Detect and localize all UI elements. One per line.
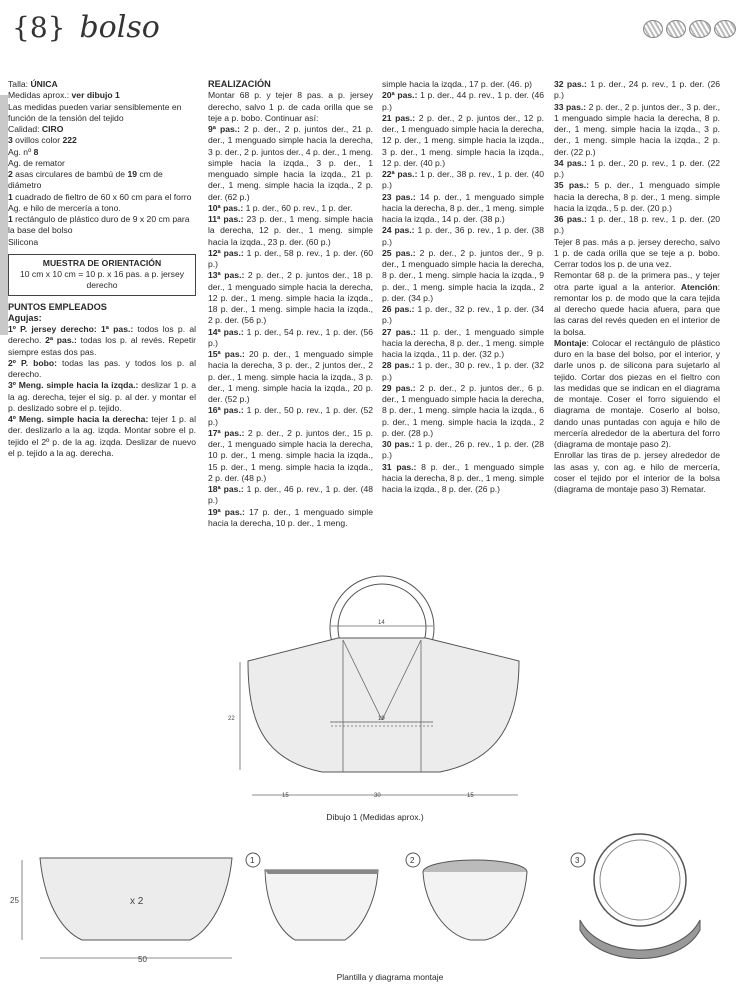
step-1-piece [265, 870, 378, 940]
pattern-number: {8} [12, 11, 66, 44]
dim-label-14: 14 [378, 620, 385, 626]
row-15: 15ª pas.: 20 p. der., 1 menguado simple hacia la derecha, 3 p. der., 2 juntos der., 2 p. der., 1 meng. simple hacia la izqda., 3 p. der., 1 meng. simple hacia la izqda., 20 p. der. (52 p.) [208, 349, 373, 404]
row-16: 16ª pas.: 1 p. der., 50 p. rev., 1 p. der. (52 p.) [208, 405, 374, 427]
dim-label-50: 50 [138, 955, 147, 964]
row-20: 20ª pas.: 1 p. der., 44 p. rev., 1 p. der. (46 p.) [382, 90, 544, 112]
puntos-title: PUNTOS EMPLEADOS [8, 301, 107, 312]
realizacion-title: REALIZACIÓN [208, 79, 271, 89]
montaje-text: Montaje: Colocar el rectángulo de plástico duro en la base del bolso, por el interior, y darle unos p. de silicona para sujetarlo al tejido. Cortar dos piezas en el fieltro con las medidas que se indican en el diagrama de montaje. Coser el forro siguiendo el diagrama de montaje. Coserlo al bolso, dando unas puntadas con aguja e hilo de mercería alrededor de la abertura del forro (diagrama de montaje paso 2). [554, 337, 720, 449]
plastico: 1 rectángulo de plástico duro de 9 x 20 cm para la base del bolso [8, 214, 190, 236]
step-1-label: 1 [250, 856, 255, 865]
dim-label-19: 19 [378, 716, 385, 722]
fieltro: 1 cuadrado de fieltro de 60 x 60 cm para el forro [8, 191, 192, 202]
calidad: Calidad: CIRO [8, 124, 64, 134]
row-28: 28 pas.: 1 p. der., 30 p. rev., 1 p. der. (32 p.) [382, 360, 544, 382]
dim-label-30: 30 [374, 793, 381, 799]
row-11: 11ª pas.: 23 p. der., 1 meng. simple hacia la derecha, 12 p. der., 1 meng. simple hacia la izqda., 23 p. der. (60 p.) [208, 214, 374, 247]
stitch-3: 3º Meng. simple hacia la izqda.: deslizar 1 p. a la ag. derecha, tejer el sig. p. al der. y montar el p. deslizado sobre el p. tejido. [8, 380, 197, 413]
dim-label-22: 22 [228, 716, 235, 722]
row-27: 27 pas.: 11 p. der., 1 menguado simple hacia la derecha, 8 p. der., 1 meng. simple hacia la izqda., 11 p. der. (32 p.) [382, 326, 544, 359]
aguja: Ag. nº 8 [8, 146, 39, 157]
row-17: 17ª pas.: 2 p. der., 2 p. juntos der., 15 p. der., 1 menguado simple hacia la derecha, 10 p. der., 1 meng. simple hacia la izqda., 15 p. der., 1 meng. simple hacia la izqda., 2 p. der. (48 p.) [208, 427, 374, 483]
row-30: 30 pas.: 1 p. der., 26 p. rev., 1 p. der. (28 p.) [382, 439, 544, 461]
row-22: 22ª pas.: 1 p. der., 38 p. rev., 1 p. der. (40 p.) [382, 169, 544, 191]
bag-body [248, 638, 519, 772]
diagram-caption: Dibujo 1 (Medidas aprox.) [326, 812, 424, 822]
row-24: 24 pas.: 1 p. der., 36 p. rev., 1 p. der. (38 p.) [382, 225, 544, 247]
dim-label-25: 25 [10, 896, 19, 905]
stitch-2: 2º P. bobo: todas las pas. y todos los p. al derecho. [8, 357, 196, 379]
dim-label-15a: 15 [282, 793, 289, 799]
remontar-text: Remontar 68 p. de la primera pas., y tejer otra parte igual a la anterior. Atención: remontar los p. de modo que la cara tejida al derecho quede hacia afuera, para que las caras del revés queden en el interior de la bolsa. [554, 270, 720, 337]
row-36: 36 pas.: 1 p. der., 18 p. rev., 1 p. der. (20 p.) [554, 214, 721, 236]
silicona: Silicona [8, 236, 39, 247]
row-21: 21 pas.: 2 p. der., 2 p. juntos der., 12 p. der., 1 menguado simple hacia la derecha, 12 p. der., 1 meng. simple hacia la izqda., 3 p. der., 1 meng. simple hacia la izqda., 12 p. der. (40 p.) [382, 112, 544, 168]
piece-count: x 2 [130, 896, 144, 907]
dim-label-15b: 15 [467, 793, 474, 799]
row-19: 19ª pas.: 17 p. der., 1 menguado simple hacia la derecha, 10 p. der., 1 meng. [208, 506, 373, 528]
aguja-remate: Ag. de remator [8, 157, 65, 168]
assembly-caption: Plantilla y diagrama montaje [336, 972, 444, 982]
row-35: 35 pas.: 5 p. der., 1 menguado simple hacia la derecha, 8 p. der., 1 meng. simple hacia la izqda., 5 p. der. (20 p.) [554, 180, 720, 213]
row-25: 25 pas.: 2 p. der., 2 p. juntos der., 9 p. der., 1 menguado simple hacia la derecha, 8 p. der., 1 meng. simple hacia la izqda., 9 p. der., 1 meng. simple hacia la izqda., 2 p. der. (34 p.) [382, 247, 544, 303]
asas: 2 asas circulares de bambú de 19 cm de diámetro [8, 169, 163, 191]
row-29: 29 pas.: 2 p. der., 2 p. juntos der., 6 p. der., 1 menguado simple hacia la derecha, 8 p. der., 1 meng. simple hacia la izqda., 6 p. der., 1 meng. simple hacia la izqda., 2 p. der. (28 p.) [382, 382, 544, 438]
step-1-seam [265, 870, 378, 874]
step-3-ring-inner [600, 840, 680, 920]
enrollar-text: Enrollar las tiras de p. jersey alrededor de las asas y, con ag. e hilo de mercería, coser el tejido por el interior de la bolsa (diagrama de montaje paso 3) Rematar. [554, 450, 720, 494]
row-9: 9ª pas.: 2 p. der., 2 p. juntos der., 21 p. der., 1 menguado simple hacia la derecha, 3 p. der., 2 p. juntos der., 4 p. der., 1 meng. simple hacia la izqda., 3 p. der., 1 menguado simple hacia la izqda., 21 p. der., 1 meng. simple hacia la izqda., 2 p. der. (62 p.) [208, 124, 374, 202]
talla: Talla: ÚNICA [8, 79, 58, 89]
intro: Montar 68 p. y tejer 8 pas. a p. jersey derecho, salvo 1 p. de cada orilla que se teje a p. bobo. Continuar así: [208, 90, 373, 123]
row-33: 33 pas.: 2 p. der., 2 p. juntos der., 3 p. der., 1 menguado simple hacia la derecha, 8 p. der., 1 meng. simple hacia la izqda., 3 p. der., 1 meng. simple hacia la izqda., 2 p. der. (22 p.) [554, 101, 721, 157]
step-2-bag [423, 872, 527, 940]
row-31: 31 pas.: 8 p. der., 1 menguado simple hacia la derecha, 8 p. der., 1 meng. simple hacia la izqda., 8 p. der. (26 p.) [382, 461, 544, 494]
page-title: bolso [79, 10, 160, 45]
row-12: 12ª pas.: 1 p. der., 58 p. rev., 1 p. der. (60 p.) [208, 247, 374, 269]
medidas-note: Las medidas pueden variar sensiblemente en función de la tensión del tejido [8, 101, 182, 123]
step-3-ring [594, 834, 686, 926]
row-18: 18ª pas.: 1 p. der., 46 p. rev., 1 p. der. (48 p.) [208, 484, 374, 506]
step-3-label: 3 [575, 856, 580, 865]
row-23: 23 pas.: 14 p. der., 1 menguado simple hacia la derecha, 8 p. der., 1 meng. simple hacia la izqda., 14 p. der. (38 p.) [382, 191, 544, 224]
gauge-title: MUESTRA DE ORIENTACIÓN [42, 257, 162, 268]
row-10: 10ª pas.: 1 p. der., 60 p. rev., 1 p. der. [208, 202, 353, 213]
row-26: 26 pas.: 1 p. der., 32 p. rev., 1 p. der. (34 p.) [382, 304, 544, 326]
agujas-title: Agujas: [8, 312, 42, 323]
hilo: Ag. e hilo de mercería a tono. [8, 202, 121, 213]
medidas: Medidas aprox.: ver dibujo 1 [8, 90, 120, 101]
gauge-text: 10 cm x 10 cm = 10 p. x 16 pas. a p. jersey derecho [19, 269, 185, 291]
stitch-1: 1º P. jersey derecho: 1ª pas.: todos los p. al derecho. 2ª pas.: todas los p. al revés. Repetir siempre estas dos pas. [8, 324, 197, 357]
tejer-text: Tejer 8 pas. más a p. jersey derecho, salvo 1 p. de cada orilla que se teje a p. bobo. Cerrar todos los p. de una vez. [554, 236, 720, 269]
row-13: 13ª pas.: 2 p. der., 2 p. juntos der., 18 p. der., 1 menguado simple hacia la derecha, 12 p. der., 1 meng. simple hacia la izqda., 18 p. der., 1 meng. simple hacia la izqda., 2 p. der. (56 p.) [208, 270, 374, 326]
row-14: 14ª pas.: 1 p. der., 54 p. rev., 1 p. der. (56 p.) [208, 326, 374, 348]
row-19-cont: simple hacia la izqda., 17 p. der. (46. p) [382, 79, 532, 89]
row-32: 32 pas.: 1 p. der., 24 p. rev., 1 p. der. (26 p.) [554, 79, 721, 101]
ovillos: 3 ovillos color 222 [8, 135, 77, 146]
row-34: 34 pas.: 1 p. der., 20 p. rev., 1 p. der. (22 p.) [554, 157, 721, 179]
stitch-4: 4º Meng. simple hacia la derecha: tejer 1 p. al der. deslizarlo a la ag. izqda. Montar sobre el p. tejido el 2º p. de la ag. izqda. Deslizar de nuevo el p. tejido a la ag. derecha. [8, 414, 196, 458]
step-2-label: 2 [410, 856, 415, 865]
